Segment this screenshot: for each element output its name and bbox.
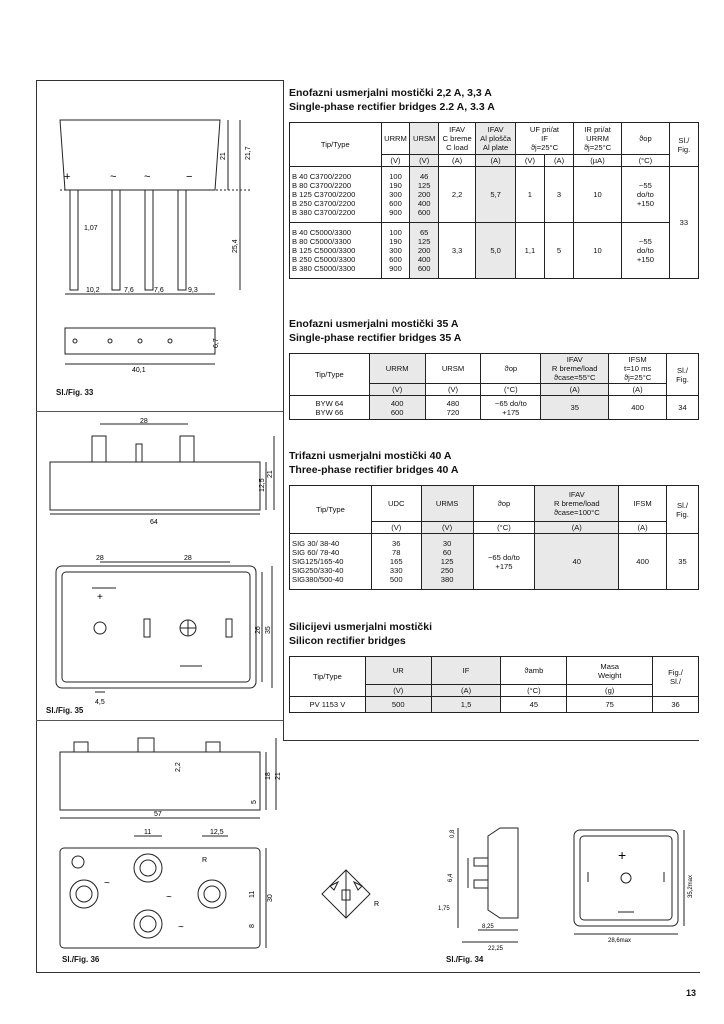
svg-text:+: + xyxy=(618,847,627,863)
fig35-dim-35: 35 xyxy=(265,626,272,634)
table-row xyxy=(290,167,699,223)
fig36-label: Sl./Fig. 36 xyxy=(62,955,100,964)
ir-group2: 10 xyxy=(574,223,622,279)
section2-title-sr: Enofazni usmerjalni mostički 35 A xyxy=(289,318,459,330)
unit-ifsm: (A) xyxy=(619,522,667,534)
unit-ir: (µA) xyxy=(574,155,622,167)
ifav-al-group1: 5,7 xyxy=(476,167,516,223)
unit-if: (A) xyxy=(431,685,501,697)
header-mass: Masa Weight xyxy=(567,657,653,685)
top-values: −65 do/to +175 xyxy=(481,396,541,420)
header-ifav: IFAV R breme/load ϑcase=55°C xyxy=(541,354,609,384)
unit-ifav-al: (A) xyxy=(476,155,516,167)
fig-ref-34: 34 xyxy=(667,396,699,420)
header-ursm: URSM xyxy=(425,354,481,384)
header-top: ϑop xyxy=(481,354,541,384)
urms-values: 30 60 125 250 380 xyxy=(421,534,473,590)
unit-tamb: (°C) xyxy=(501,685,567,697)
svg-text:−: − xyxy=(186,171,193,183)
unit-top: (°C) xyxy=(621,155,669,167)
fig33-drawing xyxy=(40,108,280,388)
header-ur: UR xyxy=(365,657,431,685)
unit-urrm: (V) xyxy=(369,384,425,396)
fig34-dim-0-8: 0,8 xyxy=(450,829,456,838)
svg-text:~: ~ xyxy=(104,878,110,889)
section1-title-en: Single-phase rectifier bridges 2.2 A, 3.3 A xyxy=(289,101,495,113)
header-fig: Sl./ Fig. xyxy=(667,354,699,396)
fig33-dim-21-7: 21,7 xyxy=(245,146,252,160)
ifsm-value: 400 xyxy=(609,396,667,420)
types-group2: B 40 C5000/3300 B 80 C5000/3300 B 125 C5000/3300 B 250 C5000/3300 B 380 C5000/3300 xyxy=(290,223,382,279)
if-group2: 5 xyxy=(544,223,573,279)
fig35-dim-28-top: 28 xyxy=(140,418,148,425)
ursm-group2: 65 125 200 400 600 xyxy=(410,223,438,279)
ifsm-value: 400 xyxy=(619,534,667,590)
top-group2: −55 do/to +150 xyxy=(621,223,669,279)
fig35-dim-28b: 28 xyxy=(184,555,192,562)
urrm-group1: 100 190 300 600 900 xyxy=(381,167,410,223)
fig35-dim-26: 26 xyxy=(255,626,262,634)
fig36-dim-18: 18 xyxy=(265,772,272,780)
top-values: −65 do/to +175 xyxy=(473,534,535,590)
frame-bottom xyxy=(36,972,700,973)
fig36-dim-12-5: 12,5 xyxy=(210,829,224,836)
frame-mid-left xyxy=(36,411,283,412)
column-divider-bottom xyxy=(283,740,699,741)
fig-ref-36: 36 xyxy=(653,697,699,713)
unit-top: (°C) xyxy=(481,384,541,396)
ifav-al-group2: 5,0 xyxy=(476,223,516,279)
header-ifav: IFAV R breme/load ϑcase=100°C xyxy=(535,486,619,522)
tamb-value: 45 xyxy=(501,697,567,713)
header-fig: Sl./ Fig. xyxy=(669,123,698,167)
header-top: ϑop xyxy=(621,123,669,155)
header-ir: IR pri/at URRM ϑj=25°C xyxy=(574,123,622,155)
header-fig: Sl./ Fig. xyxy=(667,486,699,534)
fig34-label: Sl./Fig. 34 xyxy=(446,955,484,964)
unit-mass: (g) xyxy=(567,685,653,697)
if-group1: 3 xyxy=(544,167,573,223)
fig36-dim-11-top: 11 xyxy=(144,829,152,836)
types: BYW 64 BYW 66 xyxy=(290,396,370,420)
fig35-dim-12-5: 12,5 xyxy=(259,478,266,492)
table-row xyxy=(290,223,699,279)
fig34-dim-6-4: 6,4 xyxy=(448,873,454,882)
section2-title-en: Single-phase rectifier bridges 35 A xyxy=(289,332,462,344)
table-row xyxy=(290,534,699,590)
uf-group1: 1 xyxy=(515,167,544,223)
ifav-c-group2: 3,3 xyxy=(438,223,475,279)
fig35-dim-64: 64 xyxy=(150,519,158,526)
top-group1: −55 do/to +150 xyxy=(621,167,669,223)
fig33-dim-25-4: 25,4 xyxy=(232,239,239,253)
ifav-value: 40 xyxy=(535,534,619,590)
header-ursm: URSM xyxy=(410,123,438,155)
fig33-dim-1-07: 1,07 xyxy=(84,225,98,232)
fig34-dim-8-25: 8,25 xyxy=(482,924,494,930)
frame-mid-left-2 xyxy=(36,720,283,721)
ursm-values: 480 720 xyxy=(425,396,481,420)
unit-uf: (V) xyxy=(515,155,544,167)
header-uf: UF pri/at IF ϑj=25°C xyxy=(515,123,573,155)
fig35-dim-28a: 28 xyxy=(96,555,104,562)
header-udc: UDC xyxy=(371,486,421,522)
svg-text:~: ~ xyxy=(110,171,117,183)
types-group1: B 40 C3700/2200 B 80 C3700/2200 B 125 C3700/2200 B 250 C3700/2200 B 380 C3700/2200 xyxy=(290,167,382,223)
fig33-dim-9-3: 9,3 xyxy=(188,287,198,294)
fig35-label: Sl./Fig. 35 xyxy=(46,706,84,715)
fig36-dim-21: 21 xyxy=(275,772,282,780)
column-divider xyxy=(283,80,284,740)
header-urrm: URRM xyxy=(369,354,425,384)
uf-group2: 1,1 xyxy=(515,223,544,279)
fig36-dim-8: 8 xyxy=(249,924,256,928)
ifav-value: 35 xyxy=(541,396,609,420)
unit-urms: (V) xyxy=(421,522,473,534)
header-ifav-c: IFAV C breme C load xyxy=(438,123,475,155)
header-urrm: URRM xyxy=(381,123,410,155)
unit-ur: (V) xyxy=(365,685,431,697)
svg-text:~: ~ xyxy=(178,922,184,933)
fig36-dim-11-side: 11 xyxy=(249,890,256,898)
bridge-circuit-symbol xyxy=(316,860,386,930)
fig33-dim-40-1: 40,1 xyxy=(132,367,146,374)
fig33-dim-7-6a: 7,6 xyxy=(124,287,134,294)
fig35-drawing xyxy=(40,414,280,714)
header-ifav-al: IFAV Al plošča Al plate xyxy=(476,123,516,155)
header-type: Tip/Type xyxy=(290,486,372,534)
fig36-dim-2-2: 2,2 xyxy=(175,762,182,772)
table-silicon-bridges xyxy=(289,656,699,713)
fig-ref-35: 35 xyxy=(667,534,699,590)
table-single-phase-35a xyxy=(289,353,699,420)
fig34-dim-1-75: 1,75 xyxy=(438,906,450,912)
header-tamb: ϑamb xyxy=(501,657,567,685)
unit-ifav: (A) xyxy=(541,384,609,396)
ifav-c-group1: 2,2 xyxy=(438,167,475,223)
unit-ifav-c: (A) xyxy=(438,155,475,167)
fig33-dim-6-7: 6,7 xyxy=(213,338,220,348)
fig36-dim-5: 5 xyxy=(251,800,258,804)
if-value: 1,5 xyxy=(431,697,501,713)
unit-ursm: (V) xyxy=(410,155,438,167)
header-type: Tip/Type xyxy=(290,123,382,167)
fig35-dim-21: 21 xyxy=(267,470,274,478)
svg-text:+: + xyxy=(64,171,71,183)
header-type: Tip/Type xyxy=(290,657,366,697)
fig34-dim-28-6max: 28,6max xyxy=(608,938,632,944)
fig36-dim-30: 30 xyxy=(267,894,274,902)
ur-value: 500 xyxy=(365,697,431,713)
page-number: 13 xyxy=(685,988,696,998)
svg-text:~: ~ xyxy=(144,171,151,183)
page-frame-left xyxy=(36,80,37,972)
fig36-dim-R: R xyxy=(202,857,208,864)
header-ifsm: IFSM xyxy=(619,486,667,522)
section3-title-sr: Trifazni usmerjalni mostički 40 A xyxy=(289,450,452,462)
ir-group1: 10 xyxy=(574,167,622,223)
circuit-label-R: R xyxy=(374,901,380,908)
header-urms: URMS xyxy=(421,486,473,522)
type-value: PV 1153 V xyxy=(290,697,366,713)
fig35-dim-4-5: 4,5 xyxy=(95,699,105,706)
svg-text:+: + xyxy=(97,592,103,603)
unit-ifav: (A) xyxy=(535,522,619,534)
mass-value: 75 xyxy=(567,697,653,713)
fig33-dim-21: 21 xyxy=(220,152,227,160)
fig36-drawing xyxy=(44,730,284,960)
fig33-dim-7-6b: 7,6 xyxy=(154,287,164,294)
fig33-label: Sl./Fig. 33 xyxy=(56,388,94,397)
udc-values: 36 78 165 330 500 xyxy=(371,534,421,590)
svg-text:~: ~ xyxy=(166,892,172,903)
unit-urrm: (V) xyxy=(381,155,410,167)
fig34-dim-35-2max: 35,2max xyxy=(688,874,694,898)
fig33-dim-10-2: 10,2 xyxy=(86,287,100,294)
types: SIG 30/ 38-40 SIG 60/ 78-40 SIG125/165-40 SIG250/330-40 SIG380/500-40 xyxy=(290,534,372,590)
urrm-values: 400 600 xyxy=(369,396,425,420)
header-if: IF xyxy=(431,657,501,685)
header-top: ϑop xyxy=(473,486,535,522)
unit-top: (°C) xyxy=(473,522,535,534)
header-type: Tip/Type xyxy=(290,354,370,396)
unit-ifsm: (A) xyxy=(609,384,667,396)
header-ifsm: IFSM t=10 ms ϑj=25°C xyxy=(609,354,667,384)
fig36-dim-57: 57 xyxy=(154,811,162,818)
fig-ref-33: 33 xyxy=(669,167,698,279)
page-frame-top xyxy=(36,80,283,81)
unit-ursm: (V) xyxy=(425,384,481,396)
table-row xyxy=(290,697,699,713)
table-row xyxy=(290,396,699,420)
ursm-group1: 46 125 200 400 600 xyxy=(410,167,438,223)
section4-title-sr: Silicijevi usmerjalni mostički xyxy=(289,621,432,633)
unit-udc: (V) xyxy=(371,522,421,534)
section4-title-en: Silicon rectifier bridges xyxy=(289,635,406,647)
section1-title-sr: Enofazni usmerjalni mostički 2,2 A, 3,3 A xyxy=(289,87,492,99)
header-fig: Fig./ Sl./ xyxy=(653,657,699,697)
fig34-drawing xyxy=(438,818,698,958)
fig34-dim-22-25: 22,25 xyxy=(488,946,504,952)
table-three-phase-40a xyxy=(289,485,699,590)
table-single-phase-2a xyxy=(289,122,699,279)
section3-title-en: Three-phase rectifier bridges 40 A xyxy=(289,464,459,476)
urrm-group2: 100 190 300 600 900 xyxy=(381,223,410,279)
unit-if: (A) xyxy=(544,155,573,167)
